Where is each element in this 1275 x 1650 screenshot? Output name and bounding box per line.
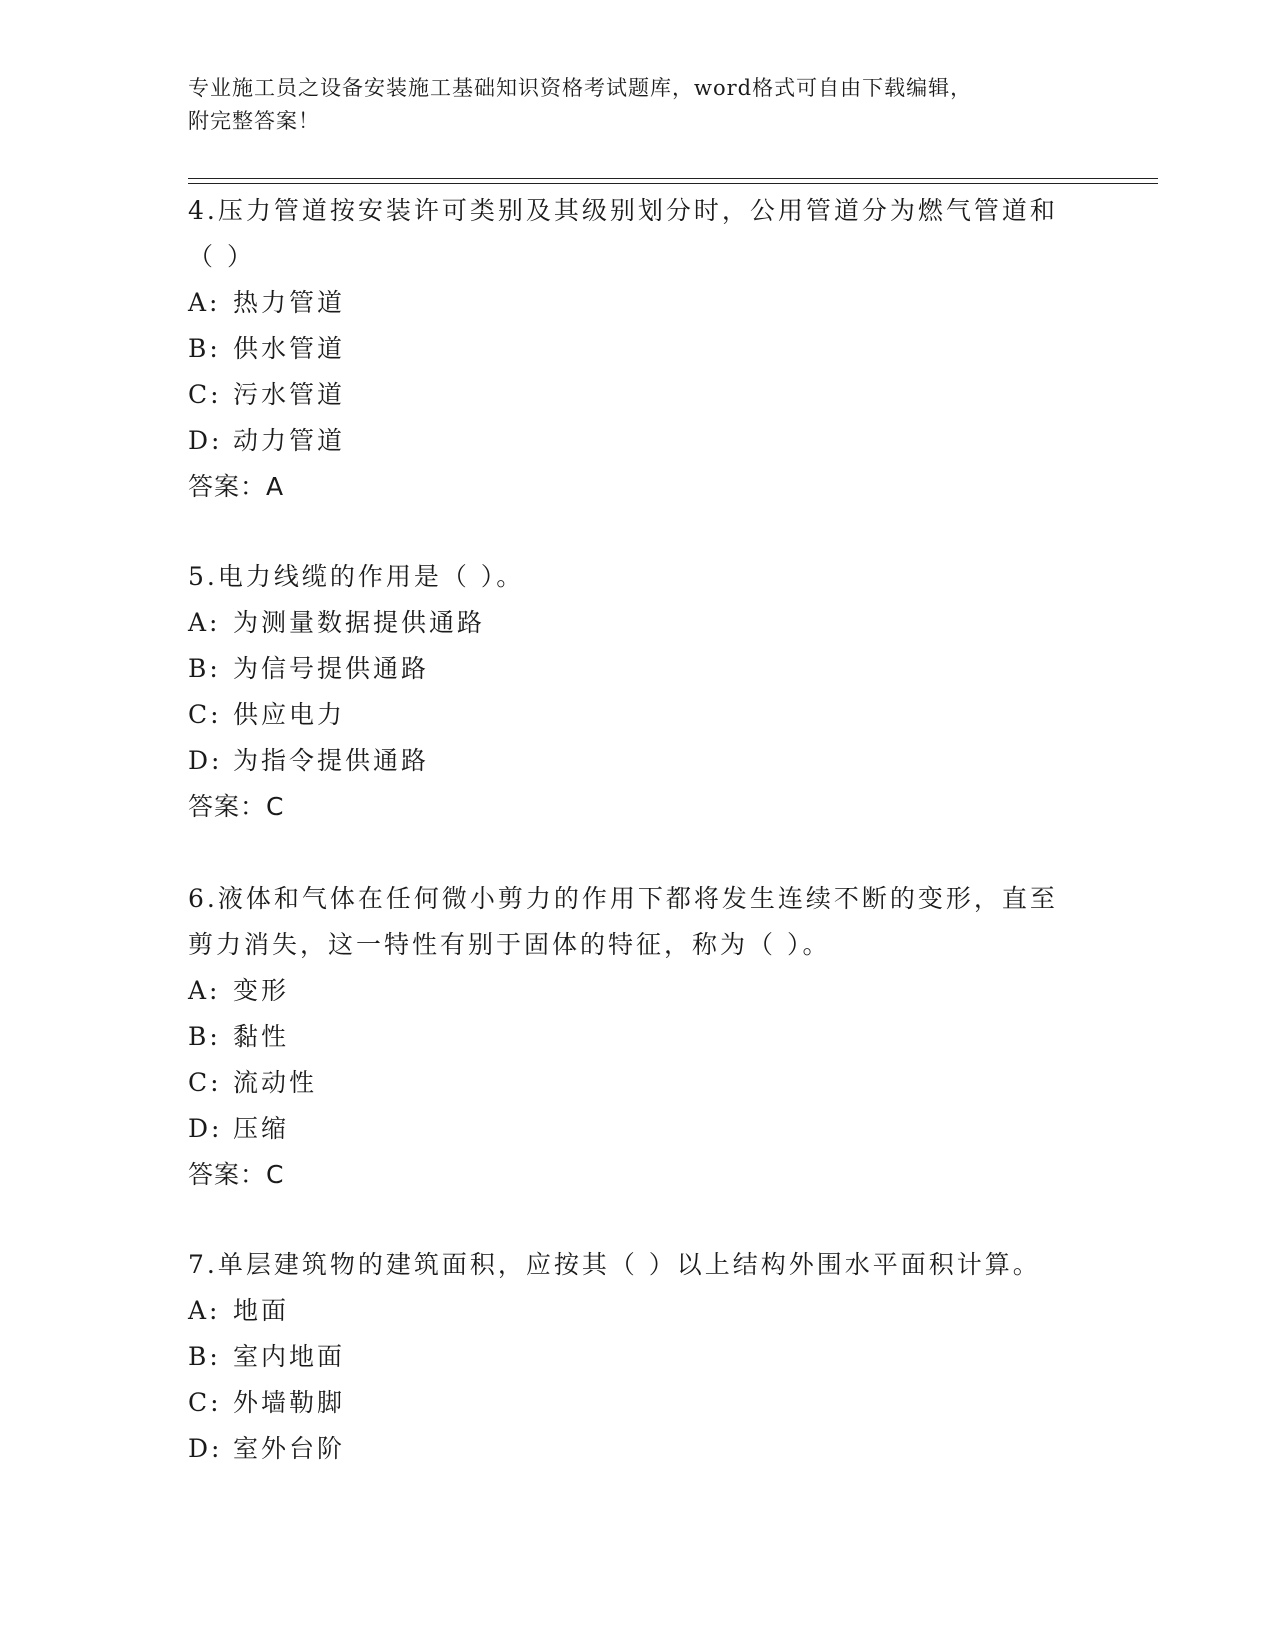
question-text: 4.压力管道按安装许可类别及其级别划分时，公用管道分为燃气管道和（ ） — [188, 196, 1058, 271]
option-key: D: — [188, 746, 223, 775]
question-6 — [188, 876, 1068, 1198]
option-d — [188, 738, 1068, 784]
option-text: 为测量数据提供通路 — [233, 608, 486, 637]
answer-line: 答案：C — [188, 792, 285, 821]
option-key: D: — [188, 1114, 223, 1143]
option-key: A: — [188, 288, 221, 317]
option-b — [188, 1334, 1068, 1380]
header-divider-bottom — [188, 183, 1158, 184]
option-text: 地面 — [233, 1296, 290, 1325]
option-a — [188, 280, 1068, 326]
question-text: 5.电力线缆的作用是（ ）。 — [188, 562, 525, 591]
option-key: A: — [188, 976, 221, 1005]
option-c — [188, 372, 1068, 418]
option-text: 室外台阶 — [233, 1434, 346, 1463]
option-text: 为指令提供通路 — [233, 746, 430, 775]
option-text: 室内地面 — [233, 1342, 346, 1371]
question-7 — [188, 1242, 1068, 1472]
option-b — [188, 1014, 1068, 1060]
option-key: B: — [188, 654, 221, 683]
option-a — [188, 1288, 1068, 1334]
option-text: 黏性 — [233, 1022, 290, 1051]
option-b — [188, 326, 1068, 372]
question-5 — [188, 554, 1068, 830]
option-text: 动力管道 — [233, 426, 346, 455]
option-d — [188, 418, 1068, 464]
question-text: 6.液体和气体在任何微小剪力的作用下都将发生连续不断的变形，直至剪力消失，这一特性有别于固体的特征，称为（ ）。 — [188, 884, 1058, 959]
option-text: 热力管道 — [233, 288, 346, 317]
option-c — [188, 1060, 1068, 1106]
option-key: C: — [188, 1068, 222, 1097]
option-text: 压缩 — [233, 1114, 290, 1143]
option-key: B: — [188, 1022, 221, 1051]
option-a — [188, 600, 1068, 646]
option-text: 为信号提供通路 — [233, 654, 430, 683]
option-text: 外墙勒脚 — [233, 1388, 346, 1417]
option-key: C: — [188, 380, 222, 409]
option-key: A: — [188, 608, 221, 637]
option-d — [188, 1426, 1068, 1472]
option-key: B: — [188, 1342, 221, 1371]
option-c — [188, 1380, 1068, 1426]
option-key: A: — [188, 1296, 221, 1325]
answer-line: 答案：C — [188, 1160, 285, 1189]
option-text: 污水管道 — [233, 380, 346, 409]
option-d — [188, 1106, 1068, 1152]
option-key: D: — [188, 1434, 223, 1463]
option-b — [188, 646, 1068, 692]
option-text: 供应电力 — [233, 700, 346, 729]
header-divider-top — [188, 178, 1158, 179]
question-text: 7.单层建筑物的建筑面积，应按其（ ）以上结构外围水平面积计算。 — [188, 1250, 1041, 1279]
option-c — [188, 692, 1068, 738]
answer-line: 答案：A — [188, 472, 285, 501]
option-key: B: — [188, 334, 221, 363]
option-text: 供水管道 — [233, 334, 346, 363]
option-key: C: — [188, 1388, 222, 1417]
option-key: D: — [188, 426, 223, 455]
option-text: 变形 — [233, 976, 290, 1005]
document-header: 专业施工员之设备安装施工基础知识资格考试题库，word格式可自由下载编辑， 附完整答案！ — [188, 76, 973, 133]
question-4 — [188, 188, 1068, 510]
option-a — [188, 968, 1068, 1014]
option-text: 流动性 — [233, 1068, 318, 1097]
option-key: C: — [188, 700, 222, 729]
